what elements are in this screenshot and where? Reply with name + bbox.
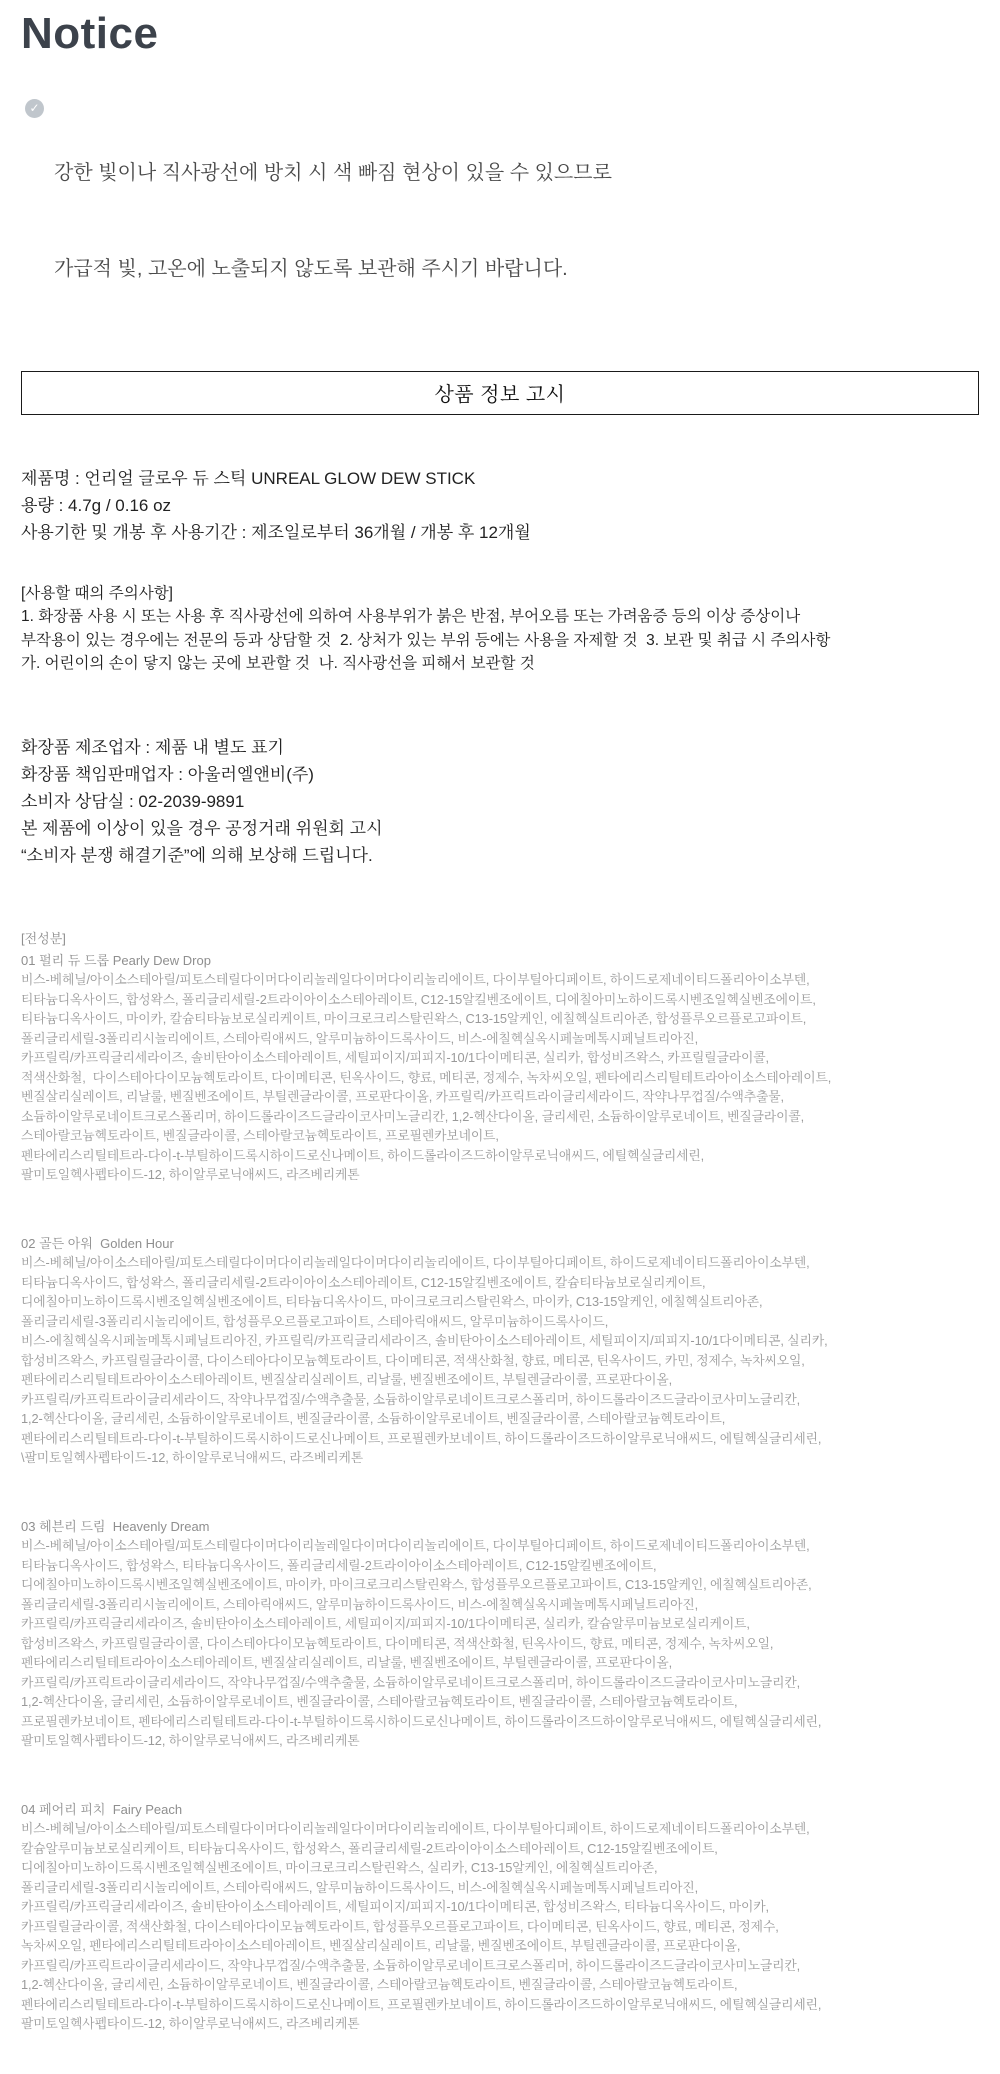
manufacturer-line: 본 제품에 이상이 있을 경우 공정거래 위원회 고시 [21, 818, 383, 838]
ingredient-line: 팔미토일헥사펩타이드-12, 하이알루로닉애씨드, 라즈베리케톤 [21, 1167, 360, 1183]
ingredient-line: 벤질살리실레이트, 리날룰, 벤질벤조에이트, 부틸렌글라이콜, 프로판다이올, 카프릴릭/카프릭트라이글리세라이드, 작약나무껍질/수액추출물, [21, 1089, 785, 1105]
shade-ingredient-lines [21, 1536, 979, 1751]
shade-ingredient-lines [21, 1819, 979, 2034]
product-info-notice-box [21, 371, 979, 415]
ingredient-line: 1,2-헥산다이올, 글리세린, 소듐하이알루로네이트, 벤질글라이콜, 스테아랄코늄헥토라이트, 벤질글라이콜, 스테아랄코늄헥토라이트, [21, 1694, 738, 1710]
manufacturer-line: “소비자 분쟁 해결기준”에 의해 보상해 드립니다. [21, 845, 373, 865]
manufacturer-line: 화장품 책임판매업자 : 아울러엘앤비(주) [21, 764, 314, 784]
shade-ingredient-lines [21, 970, 979, 1185]
shade-04-fairy-peach [21, 1800, 979, 2034]
storage-warning-line-2: 가급적 빛, 고온에 노출되지 않도록 보관해 주시기 바랍니다. [54, 257, 568, 280]
ingredient-line: 티타늄디옥사이드, 합성왁스, 폴리글리세릴-2트라이아이소스테아레이트, C12-15알킬벤조에이트, 칼슘티타늄보로실리케이트, [21, 1274, 706, 1290]
ingredient-line: 프로필렌카보네이트, 펜타에리스리틸테트라-다이-t-부틸하이드록시하이드로신나메이트, 하이드롤라이즈드하이알루로닉애씨드, 에틸헥실글리세린, [21, 1713, 822, 1729]
ingredient-line: 1,2-헥산다이올, 글리세린, 소듐하이알루로네이트, 벤질글라이콜, 스테아랄코늄헥토라이트, 벤질글라이콜, 스테아랄코늄헥토라이트, [21, 1977, 738, 1993]
ingredient-line: 스테아랄코늄헥토라이트, 벤질글라이콜, 스테아랄코늄헥토라이트, 프로필렌카보네이트, [21, 1128, 499, 1144]
product-info-line: 용량 : 4.7g / 0.16 oz [21, 495, 172, 515]
usage-precautions [21, 582, 979, 676]
ingredient-line: 펜타에리스리틸테트라-다이-t-부틸하이드록시하이드로신나메이트, 하이드롤라이즈드하이알루로닉애씨드, 에틸헥실글리세린, [21, 1147, 705, 1163]
ingredient-line: 카프릴릴글라이콜, 적색산화철, 다이스테아다이모늄헥토라이트, 합성플루오르플로고파이트, 다이메티콘, 틴옥사이드, 향료, 메티콘, 정제수, [21, 1918, 779, 1934]
shade-ingredient-lines [21, 1253, 979, 1468]
precaution-line: [사용할 때의 주의사항] [21, 584, 173, 602]
ingredient-line: 티타늄디옥사이드, 합성왁스, 폴리글리세릴-2트라이아이소스테아레이트, C12-15알킬벤조에이트, 디에칠아미노하이드록시벤조일헥실벤조에이트, [21, 991, 816, 1007]
ingredient-line: 카프릴릭/카프릭글리세라이즈, 솔비탄아이소스테아레이트, 세틸피이지/피피지-10/1다이메티콘, 실리카, 칼슘알루미늄보로실리케이트, [21, 1616, 750, 1632]
shade-03-heavenly-dream [21, 1517, 979, 1751]
precaution-line: 1. 화장품 사용 시 또는 사용 후 직사광선에 의하여 사용부위가 붉은 반점, 부어오름 또는 가려움증 등의 이상 증상이나 [21, 608, 801, 626]
ingredient-line: 비스-베헤닐/아이소스테아릴/피토스테릴다이머다이리놀레일다이머다이리놀리에이트, 다이부틸아디페이트, 하이드로제네이티드폴리아이소부텐, [21, 972, 810, 988]
ingredient-line: 비스-베헤닐/아이소스테아릴/피토스테릴다이머다이리놀레일다이머다이리놀리에이트, 다이부틸아디페이트, 하이드로제네이티드폴리아이소부텐, [21, 1538, 810, 1554]
shade-02-golden-hour [21, 1234, 979, 1468]
ingredient-line: 펜타에리스리틸테트라-다이-t-부틸하이드록시하이드로신나메이트, 프로필렌카보네이트, 하이드롤라이즈드하이알루로닉애씨드, 에틸헥실글리세린, [21, 1996, 822, 2012]
storage-warning-line-1: 강한 빛이나 직사광선에 방치 시 색 빠짐 현상이 있을 수 있으므로 [54, 161, 612, 184]
product-info-notice-title: 상품 정보 고시 [434, 384, 566, 407]
shade-name: 01 펄리 듀 드롭 Pearly Dew Drop [21, 952, 211, 968]
precaution-line: 부작용이 있는 경우에는 전문의 등과 상담할 것 2. 상처가 있는 부위 등에는 사용을 자제할 것 3. 보관 및 취급 시 주의사항 [21, 631, 831, 649]
ingredient-line: 녹차씨오일, 펜타에리스리틸테트라아이소스테아레이트, 벤질살리실레이트, 리날룰, 벤질벤조에이트, 부틸렌글라이콜, 프로판다이올, [21, 1938, 741, 1954]
shade-name: 04 페어리 피치 Fairy Peach [21, 1801, 183, 1817]
ingredient-line: 디에칠아미노하이드록시벤조일헥실벤조에이트, 마이카, 마이크로크리스탈린왁스, 합성플루오르플로고파이트, C13-15알케인, 에칠헥실트리아존, [21, 1577, 812, 1593]
ingredient-line: 카프릴릭/카프릭트라이글리세라이드, 작약나무껍질/수액추출물, 소듐하이알루로네이트크로스폴리머, 하이드롤라이즈드글라이코사미노글리칸, [21, 1957, 801, 1973]
ingredient-line: \팔미토일헥사펩타이드-12, 하이알루로닉애씨드, 라즈베리케톤 [21, 1450, 364, 1466]
product-info-line: 제품명 : 언리얼 글로우 듀 스틱 UNREAL GLOW DEW STICK [21, 468, 476, 488]
product-info-line: 사용기한 및 개봉 후 사용기간 : 제조일로부터 36개월 / 개봉 후 12개월 [21, 522, 531, 542]
ingredient-line: 폴리글리세릴-3폴리리시놀리에이트, 합성플루오르플로고파이트, 스테아릭애씨드, 알루미늄하이드록사이드, [21, 1313, 609, 1329]
shade-01-pearly-dew-drop [21, 951, 979, 1185]
ingredient-line: 카프릴릭/카프릭글리세라이즈, 솔비탄아이소스테아레이트, 세틸피이지/피피지-10/1다이메티콘, 실리카, 합성비즈왁스, 카프릴릴글라이콜, [21, 1050, 769, 1066]
ingredient-line: 비스-베헤닐/아이소스테아릴/피토스테릴다이머다이리놀레일다이머다이리놀리에이트, 다이부틸아디페이트, 하이드로제네이티드폴리아이소부텐, [21, 1821, 810, 1837]
manufacturer-info [21, 734, 979, 869]
ingredient-line: 비스-베헤닐/아이소스테아릴/피토스테릴다이머다이리놀레일다이머다이리놀리에이트, 다이부틸아디페이트, 하이드로제네이티드폴리아이소부텐, [21, 1255, 810, 1271]
ingredient-line: 카프릴릭/카프릭트라이글리세라이드, 작약나무껍질/수액추출물, 소듐하이알루로네이트크로스폴리머, 하이드롤라이즈드글라이코사미노글리칸, [21, 1674, 801, 1690]
ingredient-line: 펜타에리스리틸테트라-다이-t-부틸하이드록시하이드로신나메이트, 프로필렌카보네이트, 하이드롤라이즈드하이알루로닉애씨드, 에틸헥실글리세린, [21, 1430, 822, 1446]
manufacturer-line: 화장품 제조업자 : 제품 내 별도 표기 [21, 737, 284, 757]
ingredient-line: 티타늄디옥사이드, 합성왁스, 티타늄디옥사이드, 폴리글리세릴-2트라이아이소스테아레이트, C12-15알킬벤조에이트, [21, 1557, 657, 1573]
ingredient-line: 팔미토일헥사펩타이드-12, 하이알루로닉애씨드, 라즈베리케톤 [21, 2016, 360, 2032]
ingredient-line: 팔미토일헥사펩타이드-12, 하이알루로닉애씨드, 라즈베리케톤 [21, 1733, 360, 1749]
ingredient-line: 펜타에리스리틸테트라아이소스테아레이트, 벤질살리실레이트, 리날룰, 벤질벤조에이트, 부틸렌글라이콜, 프로판다이올, [21, 1372, 673, 1388]
ingredient-line: 카프릴릭/카프릭글리세라이즈, 솔비탄아이소스테아레이트, 세틸피이지/피피지-10/1다이메티콘, 합성비즈왁스, 티타늄디옥사이드, 마이카, [21, 1899, 769, 1915]
ingredient-line: 펜타에리스리틸테트라아이소스테아레이트, 벤질살리실레이트, 리날룰, 벤질벤조에이트, 부틸렌글라이콜, 프로판다이올, [21, 1655, 673, 1671]
ingredient-line: 디에칠아미노하이드록시벤조일헥실벤조에이트, 마이크로크리스탈린왁스, 실리카, C13-15알케인, 에칠헥실트리아존, [21, 1860, 658, 1876]
shade-name: 03 헤븐리 드림 Heavenly Dream [21, 1518, 210, 1534]
full-ingredients-section [21, 929, 979, 2034]
precaution-line: 가. 어린이의 손이 닿지 않는 곳에 보관할 것 나. 직사광선을 피해서 보관할 것 [21, 655, 535, 673]
ingredient-line: 소듐하이알루로네이트크로스폴리머, 하이드롤라이즈드글라이코사미노글리칸, 1,2-헥산다이올, 글리세린, 소듐하이알루로네이트, 벤질글라이콜, [21, 1108, 805, 1124]
ingredient-line: 적색산화철, 다이스테아다이모늄헥토라이트, 다이메티콘, 틴옥사이드, 향료, 메티콘, 정제수, 녹차씨오일, 펜타에리스리틸테트라아이소스테아레이트, [21, 1069, 832, 1085]
ingredient-line: 칼슘알루미늄보로실리케이트, 티타늄디옥사이드, 합성왁스, 폴리글리세릴-2트라이아이소스테아레이트, C12-15알킬벤조에이트, [21, 1840, 718, 1856]
ingredient-line: 합성비즈왁스, 카프릴릴글라이콜, 다이스테아다이모늄헥토라이트, 다이메티콘, 적색산화철, 향료, 메티콘, 틴옥사이드, 카민, 정제수, 녹차씨오일, [21, 1352, 805, 1368]
product-info [21, 465, 979, 546]
ingredient-line: 비스-에칠헥실옥시페놀메톡시페닐트리아진, 카프릴릭/카프릭글리세라이즈, 솔비탄아이소스테아레이트, 세틸피이지/피피지-10/1다이메티콘, 실리카, [21, 1333, 828, 1349]
ingredients-section-label: [전성분] [21, 930, 66, 946]
ingredient-line: 폴리글리세릴-3폴리리시놀리에이트, 스테아릭애씨드, 알루미늄하이드록사이드, 비스-에칠헥실옥시페놀메톡시페닐트리아진, [21, 1030, 699, 1046]
shade-name: 02 골든 아워 Golden Hour [21, 1235, 174, 1251]
ingredient-line: 1,2-헥산다이올, 글리세린, 소듐하이알루로네이트, 벤질글라이콜, 소듐하이알루로네이트, 벤질글라이콜, 스테아랄코늄헥토라이트, [21, 1411, 726, 1427]
ingredient-line: 폴리글리세릴-3폴리리시놀리에이트, 스테아릭애씨드, 알루미늄하이드록사이드, 비스-에칠헥실옥시페놀메톡시페닐트리아진, [21, 1596, 699, 1612]
ingredient-line: 카프릴릭/카프릭트라이글리세라이드, 작약나무껍질/수액추출물, 소듐하이알루로네이트크로스폴리머, 하이드롤라이즈드글라이코사미노글리칸, [21, 1391, 801, 1407]
storage-warning [21, 93, 979, 349]
storage-warning-text [54, 93, 612, 349]
ingredient-line: 티타늄디옥사이드, 마이카, 칼슘티타늄보로실리케이트, 마이크로크리스탈린왁스, C13-15알케인, 에칠헥실트리아존, 합성플루오르플로고파이트, [21, 1011, 807, 1027]
page-title: Notice [21, 9, 159, 58]
ingredient-line: 폴리글리세릴-3폴리리시놀리에이트, 스테아릭애씨드, 알루미늄하이드록사이드, 비스-에칠헥실옥시페놀메톡시페닐트리아진, [21, 1879, 699, 1895]
check-circle-icon: ✓ [25, 99, 44, 118]
ingredient-line: 합성비즈왁스, 카프릴릴글라이콜, 다이스테아다이모늄헥토라이트, 다이메티콘, 적색산화철, 틴옥사이드, 향료, 메티콘, 정제수, 녹차씨오일, [21, 1635, 774, 1651]
ingredient-line: 디에칠아미노하이드록시벤조일헥실벤조에이트, 티타늄디옥사이드, 마이크로크리스탈린왁스, 마이카, C13-15알케인, 에칠헥실트리아존, [21, 1294, 763, 1310]
manufacturer-line: 소비자 상담실 : 02-2039-9891 [21, 791, 245, 811]
